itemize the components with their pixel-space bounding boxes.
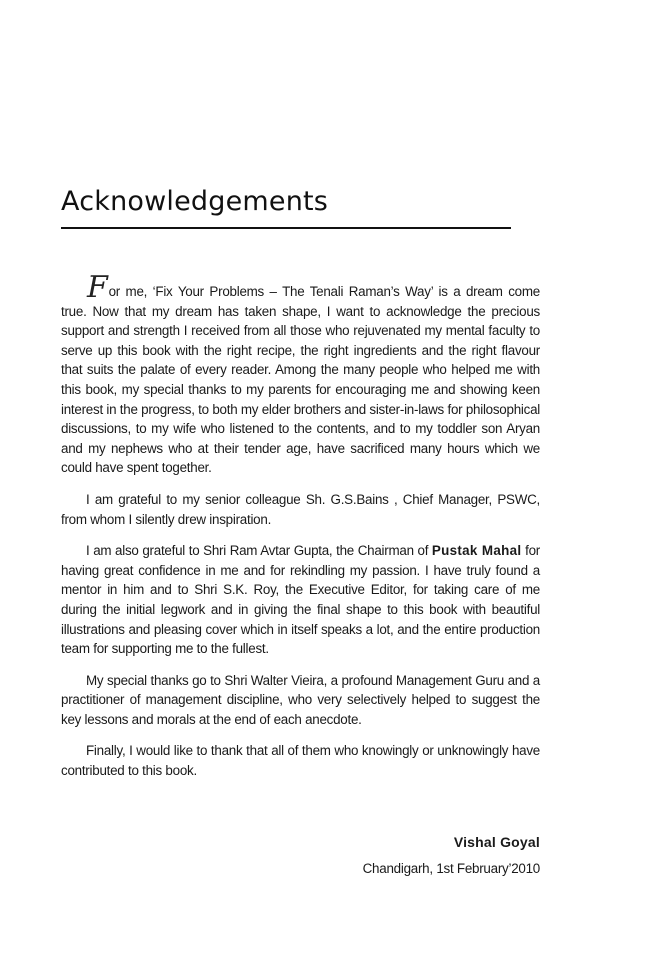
title-underline: [61, 227, 511, 229]
paragraph-3-start: I am also grateful to Shri Ram Avtar Gupta, the Chairman of: [86, 543, 432, 559]
paragraph-3: [61, 541, 540, 659]
page-title: Acknowledgements: [61, 186, 329, 217]
acknowledgement-body: [61, 270, 540, 793]
place-and-date: Chandigarh, 1st February’2010: [362, 861, 540, 876]
paragraph-2: I am grateful to my senior colleague Sh. G.S.Bains , Chief Manager, PSWC, from whom I silently drew inspiration.: [61, 491, 540, 527]
drop-cap: F: [87, 270, 108, 305]
publisher-name: Pustak Mahal: [431, 543, 522, 559]
paragraph-1: [61, 270, 540, 478]
signature-block: [363, 832, 540, 879]
paragraph-4: My special thanks go to Shri Walter Vieira, a profound Management Guru and a practitioner of management discipline, who very selectively helped to suggest the key lessons and morals at the end of each anecdote.: [61, 672, 540, 727]
author-name: Vishal Goyal: [453, 834, 540, 850]
paragraph-3-end: for having great confidence in me and for rekindling my passion. I have truly found a mentor in him and to Shri S.K. Roy, the Executive Editor, for taking care of me during the initial legwork and in giving the final shape to this book with beautiful illustrations and pleasing cover which in itself speaks a lot, and the entire production team for supporting me to the fullest.: [61, 543, 540, 657]
paragraph-1-text: or me, ‘Fix Your Problems – The Tenali Raman’s Way’ is a dream come true. Now that my dream has taken shape, I want to acknowledge the precious support and strength I received from all those who rejuvenated my mental faculty to serve up this book with the right recipe, the right ingredients and the right flavour that suits the palate of every reader. Among the many people who helped me with this book, my special thanks to my parents for encouraging me and showing keen interest in the progress, to both my elder brothers and sister-in-laws for philosophical discussions, to my wife who listened to the contents, and to my toddler son Aryan and my nephews who at their tender age, have sacrificed many hours which we could have spent together.: [61, 284, 540, 476]
paragraph-5: Finally, I would like to thank that all of them who knowingly or unknowingly have contributed to this book.: [61, 743, 540, 779]
